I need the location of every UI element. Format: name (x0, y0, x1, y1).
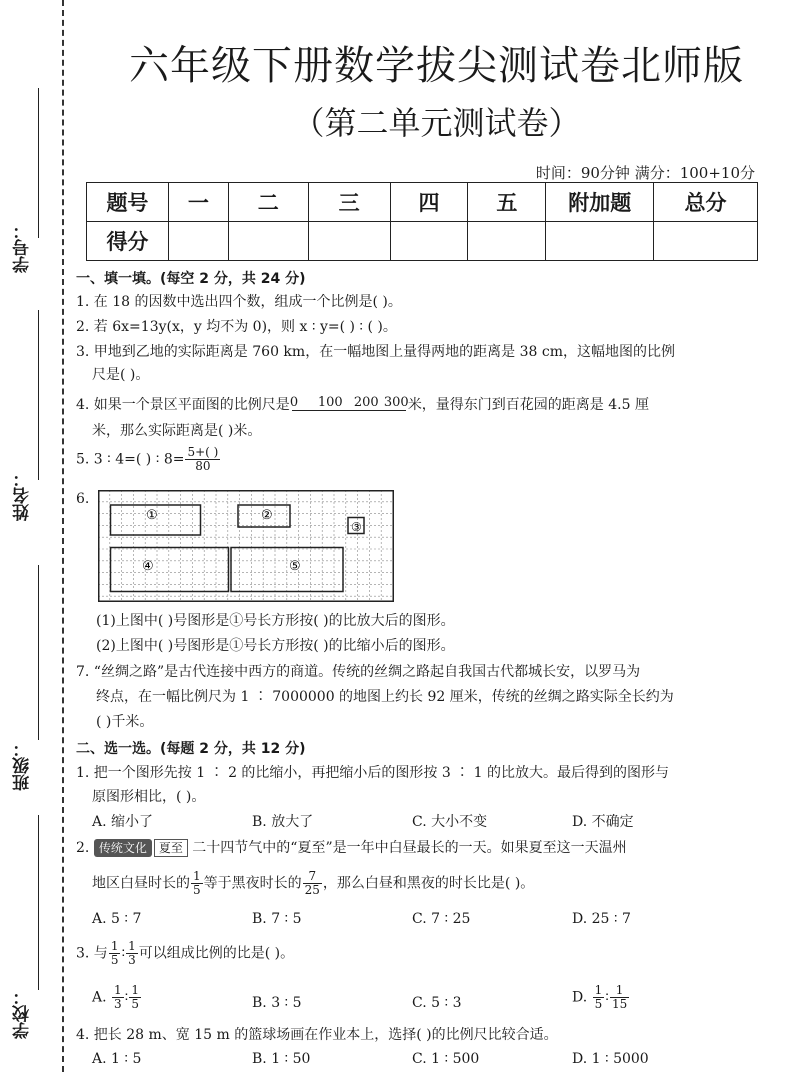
option-c[interactable]: C. 1 ∶ 500 (412, 1051, 480, 1067)
score-cell[interactable] (654, 222, 758, 261)
q2-number: 2. (76, 840, 90, 856)
score-table-header-row (87, 183, 758, 222)
option-a[interactable] (92, 984, 142, 1011)
q4-text-pre: 4. 如果一个景区平面图的比例尺是 (76, 397, 290, 413)
question-2-2-line1 (76, 835, 627, 861)
scale-tick-label: 100 (317, 395, 343, 410)
option-b[interactable]: B. 7 ∶ 5 (252, 911, 302, 927)
option-c[interactable]: C. 大小不变 (412, 814, 488, 830)
question-1-4-line2: 米，那么实际距离是( )米。 (92, 423, 262, 439)
option-fraction (593, 984, 605, 1011)
fraction-numerator: 1 (594, 983, 603, 997)
figure-label-1: ① (146, 508, 158, 523)
figure-label-4: ④ (142, 559, 154, 574)
question-1-5 (76, 446, 221, 473)
question-1-6-part1: (1)上图中( )号图形是①号长方形按( )的比放大后的图形。 (96, 613, 455, 629)
score-cell[interactable] (168, 222, 228, 261)
ratio-sign: ∶ (124, 989, 129, 1006)
option-fraction (610, 984, 629, 1011)
section1-heading: 一、填一填。(每空 2 分，共 24 分) (76, 271, 306, 287)
question-2-1-line1: 1. 把一个图形先按 1 ∶ 2 的比缩小，再把缩小后的图形按 3 ∶ 1 的比放大。最后得到的图形与 (76, 765, 670, 781)
score-header-cell: 一 (168, 183, 228, 222)
fraction-numerator: 7 (303, 870, 322, 884)
question-1-7-line2: 终点，在一幅比例尺为 1 ∶ 7000000 的地图上约长 92 厘米，传统的丝绸之路实际全长约为 (96, 689, 674, 705)
q2-fraction-1 (191, 870, 203, 897)
q4-text-post: 米，量得东门到百花园的距离是 4.5 厘 (407, 397, 649, 413)
question-1-1: 1. 在 18 的因数中选出四个数，组成一个比例是( )。 (76, 294, 402, 310)
fraction-numerator: 1 (193, 869, 201, 883)
binding-line (62, 0, 64, 1072)
score-header-cell: 总分 (654, 183, 758, 222)
fraction-numerator: 1 (131, 983, 139, 997)
school-field[interactable] (38, 815, 39, 990)
question-1-2: 2. 若 6x=13y(x，y 均不为 0)，则 x ∶ y=( ) ∶ ( )。 (76, 319, 397, 335)
student-id-label: 学号： (13, 222, 33, 273)
fraction-denominator: 80 (195, 459, 211, 473)
fraction-numerator: 1 (110, 939, 119, 953)
name-field[interactable] (38, 310, 39, 480)
question-6-grid-figure (98, 490, 394, 606)
fraction-numerator: 1 (114, 983, 122, 997)
option-a[interactable]: A. 5 ∶ 7 (92, 911, 142, 927)
option-fraction (112, 984, 124, 1011)
fraction-numerator: 5+( ) (187, 445, 219, 459)
q3-text-post: 可以组成比例的比是( )。 (138, 945, 295, 962)
page-title: 六年级下册数学拔尖测试卷北师版 (129, 43, 744, 89)
score-header-cell: 附加题 (546, 183, 654, 222)
option-b[interactable]: B. 1 ∶ 50 (252, 1051, 311, 1067)
fraction-denominator: 5 (193, 883, 201, 897)
figure-label-2: ② (261, 508, 273, 523)
option-letter: A. (92, 989, 107, 1006)
scale-tick-label: 0 (289, 395, 299, 410)
question-2-3 (76, 940, 294, 967)
culture-tag-badge: 传统文化 (94, 839, 152, 857)
score-table (86, 182, 758, 261)
rectangle-4 (111, 548, 229, 592)
option-c[interactable]: C. 7 ∶ 25 (412, 911, 471, 927)
option-b[interactable]: B. 放大了 (252, 814, 314, 830)
question-2-2-line2 (92, 870, 534, 897)
fraction-denominator: 3 (128, 953, 136, 967)
question-1-3-line2: 尺是( )。 (92, 367, 150, 383)
grid-svg (98, 490, 394, 602)
option-d[interactable]: D. 25 ∶ 7 (572, 911, 631, 927)
score-cell[interactable] (228, 222, 308, 261)
option-a[interactable]: A. 缩小了 (92, 814, 154, 830)
fraction-denominator: 3 (114, 997, 122, 1011)
score-header-cell: 四 (390, 183, 468, 222)
grid-lines (98, 490, 394, 602)
q3-text-pre: 3. 与 (76, 945, 108, 962)
score-header-cell: 题号 (87, 183, 169, 222)
score-header-cell: 二 (228, 183, 308, 222)
q2-text-post: ，那么白昼和黑夜的时长比是( )。 (322, 875, 535, 892)
score-table-score-row (87, 222, 758, 261)
school-label: 学校： (13, 988, 33, 1039)
fraction-denominator: 5 (131, 997, 139, 1011)
option-b[interactable]: B. 3 ∶ 5 (252, 995, 302, 1011)
question-1-3-line1: 3. 甲地到乙地的实际距离是 760 km，在一幅地图上量得两地的距离是 38 cm，这幅地图的比例 (76, 344, 676, 360)
question-1-7-line3: ( )千米。 (96, 714, 154, 730)
figure-label-3: ③ (351, 520, 362, 534)
ratio-sign: ∶ (121, 945, 126, 962)
fraction-denominator: 5 (110, 953, 119, 967)
scale-bar (290, 396, 408, 414)
option-d[interactable]: D. 1 ∶ 5000 (572, 1051, 649, 1067)
ratio-sign: ∶ (605, 989, 609, 1006)
score-cell[interactable] (308, 222, 390, 261)
fraction-denominator: 25 (304, 883, 320, 897)
option-d[interactable]: D. 不确定 (572, 814, 634, 830)
score-header-cell: 五 (468, 183, 546, 222)
fraction-denominator: 15 (611, 997, 628, 1011)
figure-label-5: ⑤ (289, 559, 301, 574)
question-1-6-number: 6. (76, 491, 90, 507)
q2-text-mid: 等于黑夜时长的 (203, 875, 302, 892)
q5-text: 5. 3 ∶ 4=( ) ∶ 8= (76, 451, 185, 468)
student-id-field[interactable] (38, 88, 39, 238)
question-2-1-line2: 原图形相比，( )。 (92, 789, 206, 805)
fraction-numerator: 1 (610, 984, 629, 998)
score-row-label: 得分 (87, 222, 169, 261)
score-cell[interactable] (390, 222, 468, 261)
q2-text: 二十四节气中的“夏至”是一年中白昼最长的一天。如果夏至这一天温州 (192, 840, 627, 856)
q3-fraction-2 (126, 940, 138, 967)
q2-text-pre: 地区白昼时长的 (92, 875, 190, 892)
option-a[interactable]: A. 1 ∶ 5 (92, 1051, 142, 1067)
question-2-4: 4. 把长 28 m、宽 15 m 的篮球场画在作业本上，选择( )的比例尺比较合适。 (76, 1027, 558, 1043)
section2-heading: 二、选一选。(每题 2 分，共 12 分) (76, 741, 306, 757)
fraction-numerator: 1 (128, 939, 136, 953)
scale-tick-label: 300 (383, 395, 409, 410)
class-label: 班级： (13, 740, 33, 791)
class-field[interactable] (38, 565, 39, 740)
score-cell[interactable] (468, 222, 546, 261)
option-c[interactable]: C. 5 ∶ 3 (412, 995, 462, 1011)
score-cell[interactable] (546, 222, 654, 261)
score-header-cell: 三 (308, 183, 390, 222)
scale-tick-label: 200 (353, 395, 379, 410)
name-label: 姓名： (13, 470, 33, 521)
option-letter: D. (572, 989, 588, 1006)
time-info: 时间：90分钟 满分：100+10分 (535, 164, 755, 182)
page-subtitle: （第二单元测试卷） (292, 104, 581, 142)
q3-fraction-1 (109, 940, 121, 967)
question-1-6-part2: (2)上图中( )号图形是①号长方形按( )的比缩小后的图形。 (96, 638, 455, 654)
option-d[interactable] (572, 984, 630, 1011)
fraction-denominator: 5 (594, 997, 603, 1011)
q5-fraction (185, 446, 220, 473)
question-1-4-line1 (76, 392, 649, 418)
option-fraction (129, 984, 141, 1011)
question-1-7-line1: 7. “丝绸之路”是古代连接中西方的商道。传统的丝绸之路起自我国古代都城长安，以罗马为 (76, 664, 641, 680)
solstice-tag-badge: 夏至 (154, 839, 188, 857)
q2-fraction-2 (303, 870, 322, 897)
